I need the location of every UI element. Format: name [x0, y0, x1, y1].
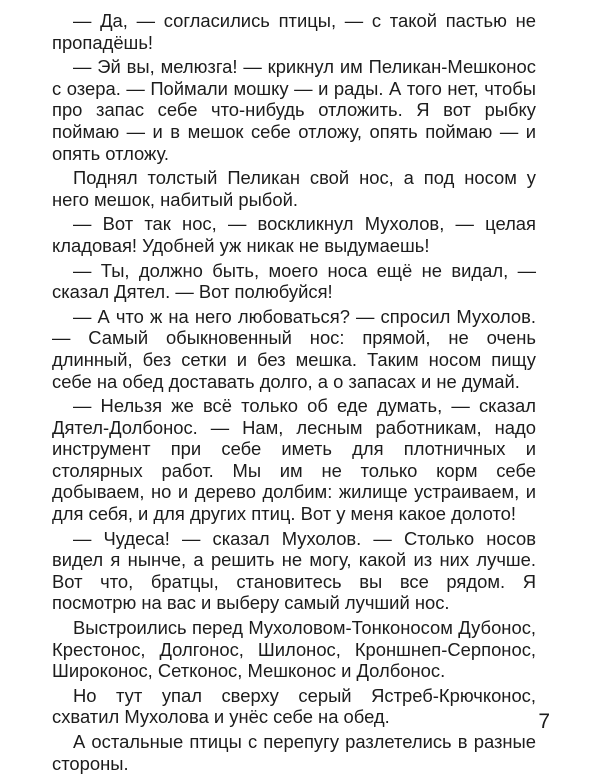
page-text	[52, 10, 536, 777]
paragraph: — Чудеса! — сказал Мухолов. — Столько носов видел я нынче, а решить не могу, какой из них лучше. Вот что, братцы, становитесь вы все рядом. Я посмотрю на вас и выберу самый лучший нос.	[52, 527, 536, 614]
paragraph: — Ты, должно быть, моего носа ещё не видал, — сказал Дятел. — Вот полюбуйся!	[52, 259, 536, 303]
paragraph: — А что ж на него любоваться? — спросил Мухолов. — Самый обыкновенный нос: прямой, не очень длинный, без сетки и без мешка. Таким носом пищу себе на обед доставать долго, а о запасах и не думай.	[52, 305, 536, 392]
paragraph: Поднял толстый Пеликан свой нос, а под носом у него мешок, набитый рыбой.	[52, 167, 536, 210]
paragraph: — Да, — согласились птицы, — с такой пастью не пропадёшь!	[52, 10, 536, 53]
page-number: 7	[538, 710, 550, 733]
paragraph: Но тут упал сверху серый Ястреб-Крючконос, схватил Мухолова и унёс себе на обед.	[52, 684, 536, 728]
paragraph: А остальные птицы с перепугу разлетелись в разные стороны.	[52, 731, 536, 774]
paragraph: — Нельзя же всё только об еде думать, — сказал Дятел-Долбонос. — Нам, лесным работникам, надо инструмент при себе иметь для плотничных и столярных работ. Мы им не только корм себе добываем, но и дерево долбим: жилище устраиваем, и для себя, и для других птиц. Вот у меня какое долото!	[52, 395, 536, 525]
paragraph: — Эй вы, мелюзга! — крикнул им Пеликан-Мешконос с озера. — Поймали мошку — и рады. А того нет, чтобы про запас себе что-нибудь отложить. Я вот рыбку поймаю — и в мешок себе отложу, опять поймаю — и опять отложу.	[52, 56, 536, 164]
paragraph: — Вот так нос, — воскликнул Мухолов, — целая кладовая! Удобней уж никак не выдумаешь!	[52, 213, 536, 256]
paragraph: Выстроились перед Мухоловом-Тонконосом Дубонос, Крестонос, Долгонос, Шилонос, Кроншнеп-Серпонос, Широконос, Сетконос, Мешконос и Долбонос.	[52, 617, 536, 682]
